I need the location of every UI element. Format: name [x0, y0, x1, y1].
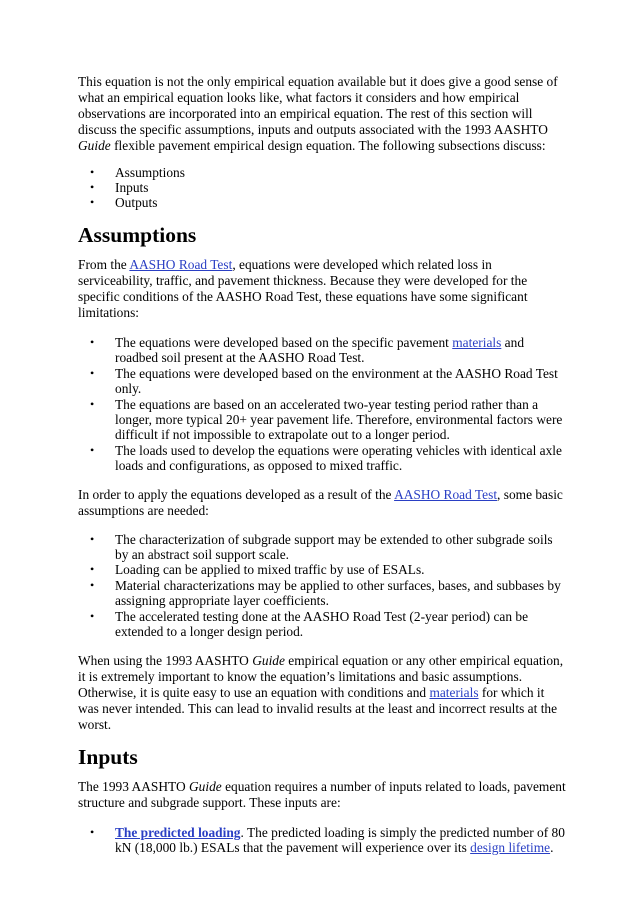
list-item: • Outputs [90, 195, 158, 210]
list-item: • The characterization of subgrade support may be extended to other subgrade soils by an abstract soil support scale. [90, 531, 553, 563]
bullet-icon: • [90, 165, 95, 179]
guide-italic: Guide [188, 778, 222, 794]
list-item: • The equations are based on an accelerated two-year testing period rather than a longer, more typical 20+ year pavement life. Therefore, environmental factors were difficult if not impossible to extrapolate out to a longer period. [90, 396, 563, 443]
design-lifetime-link[interactable]: design lifetime [470, 839, 551, 855]
materials-link[interactable]: materials [429, 684, 479, 700]
bullet-icon: • [90, 824, 95, 839]
aasho-road-test-link[interactable]: AASHO Road Test [394, 486, 498, 502]
list-item: • Material characterizations may be applied to other surfaces, bases, and subbases by assigning appropriate layer coefficients. [90, 577, 561, 609]
bullet-icon: • [90, 562, 95, 577]
bullet-icon: • [90, 195, 95, 209]
list-item: • Inputs [90, 180, 149, 195]
bullet-icon: • [90, 577, 95, 592]
guide-italic: Guide [252, 652, 285, 668]
intro-paragraph: This equation is not the only empirical equation available but it does give a good sense of what an empirical equation looks like, what factors it considers and how empirical observations are incorporated into an empirical equation. The rest of this section will discuss the specific assumptions, inputs and outputs associated with the 1993 AASHTO Guide flexible pavement empirical design equation. The following subsections discuss: [78, 74, 558, 153]
assumptions-paragraph: From the AASHO Road Test, equations were developed which related loss in serviceability, traffic, and pavement thickness. Because they were developed for the specific conditions of the AASHO Road Test, these equations have some significant limitations: [78, 257, 528, 320]
bullet-icon: • [90, 531, 95, 546]
limitations-list [78, 335, 568, 474]
list-item: • The equations were developed based on the environment at the AASHO Road Test only. [90, 365, 558, 397]
list-item: • The accelerated testing done at the AASHO Road Test (2-year period) can be extended to a longer design period. [90, 608, 529, 640]
predicted-loading-link[interactable]: The predicted loading [115, 824, 241, 840]
aasho-road-test-link[interactable]: AASHO Road Test [129, 257, 233, 272]
bullet-icon: • [90, 335, 95, 349]
bullet-icon: • [90, 180, 95, 194]
intro-bullet-list [78, 165, 568, 210]
inputs-paragraph: The 1993 AASHTO Guide equation requires a number of inputs related to loads, pavement structure and subgrade support. These inputs are: [78, 778, 566, 810]
list-item: • The loads used to develop the equations were operating vehicles with identical axle loads and configurations, as opposed to mixed traffic. [90, 442, 562, 474]
guide-italic: Guide [78, 138, 111, 153]
basic-assumptions-intro: In order to apply the equations developed as a result of the AASHO Road Test, some basic assumptions are needed: [78, 486, 563, 518]
list-item: • Assumptions [90, 165, 185, 180]
list-item: • Loading can be applied to mixed traffic by use of ESALs. [90, 562, 425, 578]
list-item: • The predicted loading. The predicted loading is simply the predicted number of 80 kN (18,000 lb.) ESALs that the pavement will experience over its design lifetime. [90, 824, 565, 855]
inputs-list [78, 825, 568, 856]
bullet-icon: • [90, 396, 95, 411]
basic-assumptions-list [78, 532, 568, 640]
bullet-icon: • [90, 608, 95, 623]
limitations-warning-paragraph: When using the 1993 AASHTO Guide empirical equation or any other empirical equation, it is extremely important to know the equation’s limitations and basic assumptions. Otherwise, it is quite easy to use an equation with conditions and materials for which it was never intended. This can lead to invalid results at the least and incorrect results at the worst. [78, 652, 564, 732]
assumptions-heading: Assumptions [78, 223, 197, 247]
inputs-heading: Inputs [78, 744, 138, 769]
list-item: • The equations were developed based on the specific pavement materials and roadbed soil present at the AASHO Road Test. [90, 335, 525, 366]
bullet-icon: • [90, 442, 95, 457]
bullet-icon: • [90, 365, 95, 380]
document-content [78, 74, 568, 855]
materials-link[interactable]: materials [452, 335, 502, 350]
